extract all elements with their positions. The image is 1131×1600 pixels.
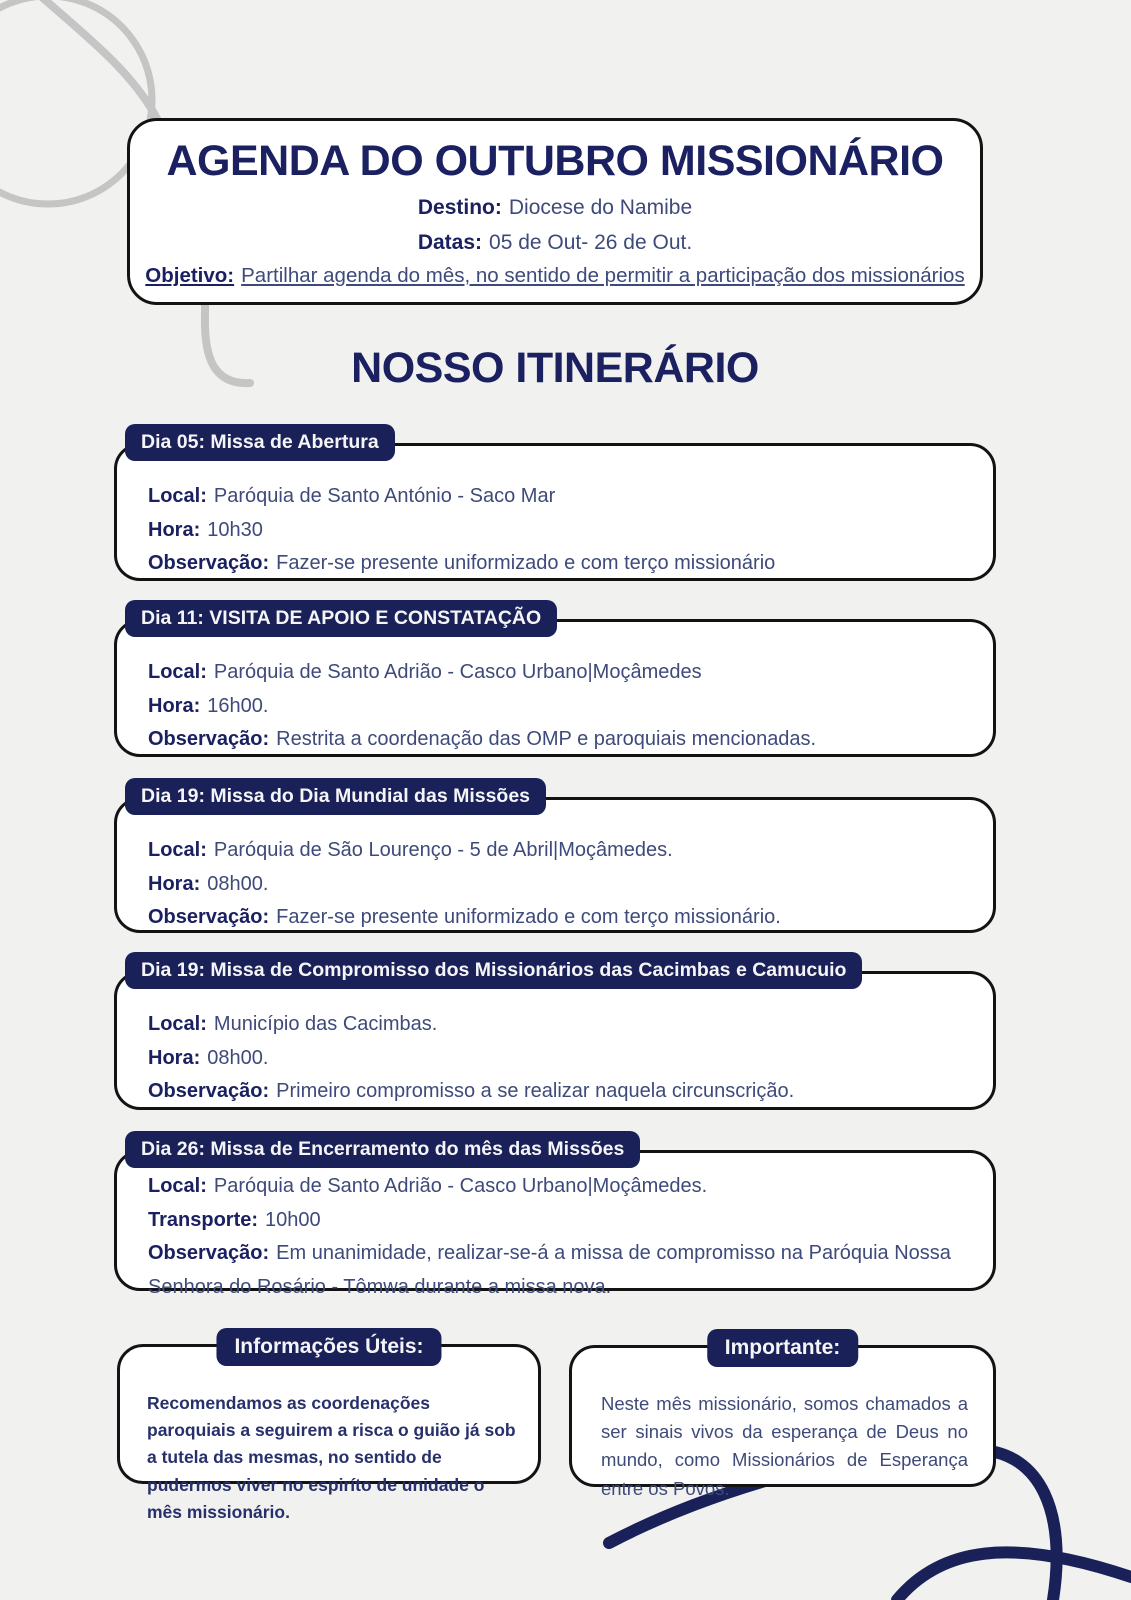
event-row-observacao [148,547,969,581]
event-card-dia-19-mundial [114,778,996,933]
row-label: Observação: [148,728,270,750]
event-card-dia-19-compromisso [114,952,996,1110]
event-body [114,443,996,581]
datas-value: 05 de Out- 26 de Out. [489,231,693,254]
event-body [114,971,996,1110]
row-label: Observação: [148,906,270,928]
row-value: Paróquia de Santo Adrião - Casco Urbano|Moçâmedes. [213,1175,708,1197]
row-value: Paróquia de Santo António - Saco Mar [213,485,556,507]
row-value: Município das Cacimbas. [213,1013,438,1035]
row-label: Local: [148,839,207,861]
event-row-hora [148,1042,969,1076]
event-row-local [148,656,969,690]
header-card [127,118,983,305]
row-label: Local: [148,1175,207,1197]
event-row-local [148,834,969,868]
event-row-hora [148,514,969,548]
event-title-pill: Dia 05: Missa de Abertura [125,424,395,461]
event-title-pill: Dia 11: VISITA DE APOIO E CONSTATAÇÃO [125,600,557,637]
objetivo-row [130,263,980,289]
row-label: Hora: [148,518,201,541]
row-value: Paróquia de Santo Adrião - Casco Urbano|Moçâmedes [213,661,702,683]
event-card-dia-05 [114,424,996,581]
row-value: Restrita a coordenação das OMP e paroquiais mencionadas. [276,728,817,750]
row-value: 16h00. [207,694,269,717]
row-label: Observação: [148,1080,270,1102]
datas-row [130,230,980,256]
row-label: Hora: [148,694,201,717]
event-body [114,797,996,933]
event-row-observacao [148,1075,969,1109]
itinerary-heading: NOSSO ITINERÁRIO [351,344,759,392]
event-row-observacao [148,723,969,757]
event-row-local [148,480,969,514]
event-title-pill: Dia 26: Missa de Encerramento do mês das Missões [125,1131,640,1168]
event-title-pill: Dia 19: Missa do Dia Mundial das Missões [125,778,546,815]
row-value: Paróquia de São Lourenço - 5 de Abril|Moçâmedes. [213,839,673,861]
row-label: Hora: [148,1046,201,1069]
event-body [114,619,996,757]
row-value: Fazer-se presente uniformizado e com terço missionário. [276,906,781,928]
important-body: Neste mês missionário, somos chamados a ser sinais vivos da esperança de Deus no mundo, como Missionários de Esperança entre os Povos. [601,1392,968,1499]
event-title-pill: Dia 19: Missa de Compromisso dos Missionários das Cacimbas e Camucuio [125,952,862,989]
row-label: Local: [148,661,207,683]
useful-info-card [117,1335,541,1523]
important-title-pill: Importante: [707,1329,859,1367]
row-label: Transporte: [148,1208,259,1231]
event-row-observacao [148,1237,969,1304]
row-value: Fazer-se presente uniformizado e com terço missionário [276,552,776,574]
event-row-transporte [148,1204,969,1238]
event-card-dia-26 [114,1131,996,1298]
page-title: AGENDA DO OUTUBRO MISSIONÁRIO [166,137,944,185]
event-row-hora [148,690,969,724]
destino-row [130,195,980,221]
event-row-local [148,1170,969,1204]
row-value: 10h00 [265,1208,321,1231]
row-label: Local: [148,485,207,507]
row-label: Hora: [148,872,201,895]
useful-info-body: Recomendamos as coordenações paroquiais a seguirem a risca o guião já sob a tutela das mesmas, no sentido de pudermos viver no espiríto de unidade o mês missionário. [147,1392,516,1523]
row-value: 10h30 [207,518,263,541]
important-card [569,1336,996,1499]
row-label: Observação: [148,552,270,574]
row-label: Observação: [148,1242,270,1264]
row-value: Em unanimidade, realizar-se-á a missa de compromisso na Paróquia Nossa Senhora do Rosário - Tômwa durante a missa nova. [148,1242,951,1298]
objetivo-value: Partilhar agenda do mês, no sentido de permitir a participação dos missionários [241,264,965,287]
destino-value: Diocese do Namibe [508,196,693,219]
row-value: Primeiro compromisso a se realizar naquela circunscrição. [276,1080,795,1102]
event-row-hora [148,868,969,902]
event-body [114,1150,996,1298]
event-row-observacao [148,901,969,935]
event-card-dia-11 [114,600,996,757]
row-value: 08h00. [207,1046,269,1069]
destino-label: Destino: [417,196,502,219]
event-row-local [148,1008,969,1042]
useful-info-title-pill: Informações Úteis: [216,1328,441,1366]
objetivo-label: Objetivo: [145,264,235,287]
datas-label: Datas: [417,231,483,254]
row-value: 08h00. [207,872,269,895]
row-label: Local: [148,1013,207,1035]
